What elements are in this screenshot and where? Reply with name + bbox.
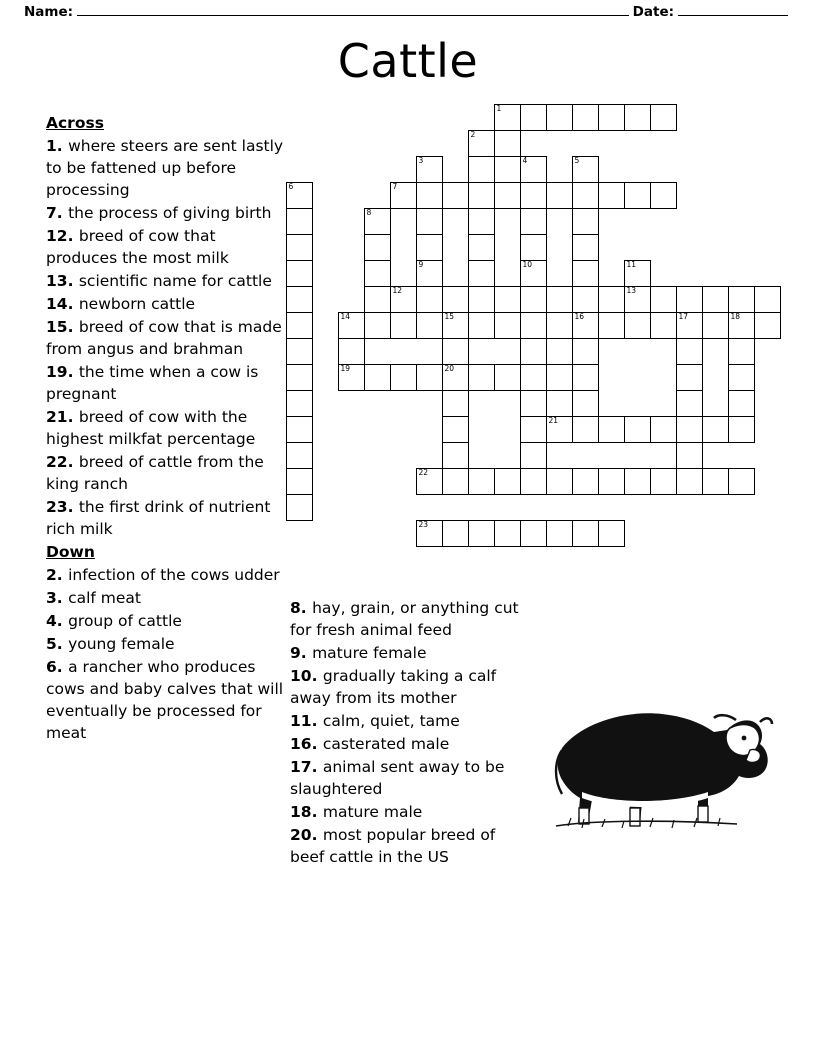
across-clue xyxy=(46,496,284,540)
clue-number: 4. xyxy=(46,612,69,630)
crossword-cell[interactable] xyxy=(286,442,313,469)
crossword-cell[interactable] xyxy=(754,312,781,339)
crossword-cell[interactable] xyxy=(468,286,495,313)
crossword-cell[interactable] xyxy=(442,182,469,209)
cell-number: 14 xyxy=(340,312,351,321)
crossword-cell[interactable] xyxy=(494,286,521,313)
name-write-line[interactable] xyxy=(77,15,629,16)
crossword-cell[interactable] xyxy=(572,312,599,339)
crossword-cell[interactable] xyxy=(702,312,729,339)
crossword-cell[interactable] xyxy=(468,520,495,547)
crossword-cell[interactable] xyxy=(546,364,573,391)
crossword-cell[interactable] xyxy=(390,286,417,313)
crossword-cell[interactable] xyxy=(442,442,469,469)
crossword-cell[interactable] xyxy=(728,416,755,443)
cell-number: 23 xyxy=(418,520,429,529)
crossword-cell[interactable] xyxy=(650,468,677,495)
crossword-cell[interactable] xyxy=(286,182,313,209)
crossword-cell[interactable] xyxy=(286,208,313,235)
crossword-cell[interactable] xyxy=(494,468,521,495)
cell-number: 17 xyxy=(678,312,689,321)
crossword-cell[interactable] xyxy=(624,182,651,209)
crossword-cell[interactable] xyxy=(286,260,313,287)
crossword-cell[interactable] xyxy=(598,182,625,209)
clue-number: 22. xyxy=(46,453,79,471)
cell-number: 6 xyxy=(288,182,294,191)
crossword-cell[interactable] xyxy=(650,416,677,443)
clue-text: most popular breed of beef cattle in the US xyxy=(290,826,496,866)
crossword-cell[interactable] xyxy=(572,286,599,313)
crossword-cell[interactable] xyxy=(520,208,547,235)
name-date-bar xyxy=(24,4,792,20)
crossword-cell[interactable] xyxy=(442,390,469,417)
crossword-cell[interactable] xyxy=(442,520,469,547)
cell-number: 1 xyxy=(496,104,502,113)
crossword-cell[interactable] xyxy=(442,312,469,339)
crossword-cell[interactable] xyxy=(442,416,469,443)
clue-text: breed of cow that produces the most milk xyxy=(46,227,229,267)
crossword-cell[interactable] xyxy=(468,234,495,261)
across-clue xyxy=(46,316,284,360)
crossword-cell[interactable] xyxy=(676,338,703,365)
crossword-cell[interactable] xyxy=(468,312,495,339)
across-clue xyxy=(46,406,284,450)
clue-text: calm, quiet, tame xyxy=(322,712,460,730)
crossword-cell[interactable] xyxy=(494,520,521,547)
crossword-cell[interactable] xyxy=(624,286,651,313)
crossword-cell[interactable] xyxy=(520,286,547,313)
clue-number: 15. xyxy=(46,318,79,336)
crossword-cell[interactable] xyxy=(676,468,703,495)
crossword-cell[interactable] xyxy=(520,312,547,339)
crossword-cell[interactable] xyxy=(520,442,547,469)
crossword-cell[interactable] xyxy=(650,286,677,313)
crossword-cell[interactable] xyxy=(468,260,495,287)
crossword-cell[interactable] xyxy=(572,416,599,443)
clue-number: 12. xyxy=(46,227,79,245)
crossword-cell[interactable] xyxy=(494,312,521,339)
crossword-cell[interactable] xyxy=(416,286,443,313)
clue-number: 10. xyxy=(290,667,323,685)
crossword-cell[interactable] xyxy=(676,364,703,391)
across-clue xyxy=(46,135,284,201)
down-clue xyxy=(290,756,522,800)
crossword-cell[interactable] xyxy=(468,468,495,495)
clue-number: 5. xyxy=(46,635,69,653)
clue-number: 1. xyxy=(46,137,69,155)
cell-number: 12 xyxy=(392,286,403,295)
crossword-cell[interactable] xyxy=(520,468,547,495)
crossword-cell[interactable] xyxy=(286,312,313,339)
crossword-cell[interactable] xyxy=(416,468,443,495)
crossword-cell[interactable] xyxy=(520,364,547,391)
crossword-cell[interactable] xyxy=(702,468,729,495)
clue-text: gradually taking a calf away from its mother xyxy=(290,667,497,707)
crossword-cell[interactable] xyxy=(624,260,651,287)
clue-text: infection of the cows udder xyxy=(68,566,280,584)
down-clue xyxy=(46,587,284,609)
down-clue xyxy=(46,633,284,655)
clue-text: casterated male xyxy=(322,735,450,753)
cell-number: 19 xyxy=(340,364,351,373)
clue-number: 11. xyxy=(290,712,323,730)
clue-text: the first drink of nutrient rich milk xyxy=(46,498,271,538)
crossword-cell[interactable] xyxy=(546,286,573,313)
crossword-cell[interactable] xyxy=(364,260,391,287)
down-clue xyxy=(46,610,284,632)
crossword-cell[interactable] xyxy=(520,416,547,443)
crossword-cell[interactable] xyxy=(676,390,703,417)
clue-text: group of cattle xyxy=(68,612,182,630)
cell-number: 8 xyxy=(366,208,372,217)
cell-number: 22 xyxy=(418,468,429,477)
down-clue xyxy=(290,733,522,755)
crossword-cell[interactable] xyxy=(442,338,469,365)
clue-text: young female xyxy=(68,635,175,653)
crossword-cell[interactable] xyxy=(468,208,495,235)
clue-number: 8. xyxy=(290,599,313,617)
cell-number: 18 xyxy=(730,312,741,321)
name-label: Name: xyxy=(24,4,74,20)
crossword-cell[interactable] xyxy=(468,156,495,183)
crossword-cell[interactable] xyxy=(494,182,521,209)
clue-text: scientific name for cattle xyxy=(78,272,272,290)
crossword-cell[interactable] xyxy=(364,208,391,235)
cell-number: 16 xyxy=(574,312,585,321)
clues-column-right xyxy=(290,597,522,869)
crossword-cell[interactable] xyxy=(598,416,625,443)
crossword-cell[interactable] xyxy=(728,364,755,391)
crossword-cell[interactable] xyxy=(286,494,313,521)
cell-number: 2 xyxy=(470,130,476,139)
crossword-cell[interactable] xyxy=(416,260,443,287)
crossword-cell[interactable] xyxy=(572,156,599,183)
crossword-cell[interactable] xyxy=(728,338,755,365)
across-clue xyxy=(46,225,284,269)
crossword-cell[interactable] xyxy=(676,312,703,339)
crossword-cell[interactable] xyxy=(520,338,547,365)
crossword-cell[interactable] xyxy=(598,286,625,313)
clue-text: animal sent away to be slaughtered xyxy=(290,758,505,798)
crossword-cell[interactable] xyxy=(598,520,625,547)
across-clue xyxy=(46,451,284,495)
crossword-cell[interactable] xyxy=(442,364,469,391)
across-heading: Across xyxy=(46,114,104,132)
crossword-cell[interactable] xyxy=(468,130,495,157)
crossword-cell[interactable] xyxy=(494,130,521,157)
crossword-cell[interactable] xyxy=(728,312,755,339)
crossword-cell[interactable] xyxy=(572,390,599,417)
crossword-cell[interactable] xyxy=(702,286,729,313)
crossword-cell[interactable] xyxy=(494,104,521,131)
crossword-cell[interactable] xyxy=(546,182,573,209)
crossword-cell[interactable] xyxy=(390,364,417,391)
crossword-cell[interactable] xyxy=(546,104,573,131)
crossword-cell[interactable] xyxy=(728,468,755,495)
clues-column-left xyxy=(46,112,284,745)
crossword-cell[interactable] xyxy=(520,390,547,417)
down-clue xyxy=(290,597,522,641)
across-clue xyxy=(46,361,284,405)
crossword-cell[interactable] xyxy=(572,338,599,365)
crossword-cell[interactable] xyxy=(390,182,417,209)
clue-text: a rancher who produces cows and baby calves that will eventually be processed for meat xyxy=(46,658,284,742)
crossword-cell[interactable] xyxy=(520,104,547,131)
crossword-cell[interactable] xyxy=(338,338,365,365)
clue-number: 17. xyxy=(290,758,323,776)
crossword-cell[interactable] xyxy=(286,364,313,391)
crossword-cell[interactable] xyxy=(624,104,651,131)
clue-number: 6. xyxy=(46,658,69,676)
cell-number: 10 xyxy=(522,260,533,269)
crossword-cell[interactable] xyxy=(338,364,365,391)
down-clue xyxy=(290,665,522,709)
down-clue-list-part1 xyxy=(46,564,284,744)
crossword-cell[interactable] xyxy=(520,520,547,547)
crossword-cell[interactable] xyxy=(650,104,677,131)
clue-text: breed of cattle from the king ranch xyxy=(46,453,264,493)
clue-number: 2. xyxy=(46,566,69,584)
crossword-cell[interactable] xyxy=(676,416,703,443)
crossword-cell[interactable] xyxy=(572,208,599,235)
date-label: Date: xyxy=(632,4,674,20)
clue-number: 13. xyxy=(46,272,79,290)
cell-number: 21 xyxy=(548,416,559,425)
across-clue-list xyxy=(46,135,284,540)
clue-text: hay, grain, or anything cut for fresh animal feed xyxy=(290,599,519,639)
down-clue xyxy=(290,642,522,664)
clue-number: 16. xyxy=(290,735,323,753)
crossword-cell[interactable] xyxy=(520,182,547,209)
clue-number: 19. xyxy=(46,363,79,381)
cell-number: 3 xyxy=(418,156,424,165)
down-clue xyxy=(46,656,284,744)
crossword-cell[interactable] xyxy=(676,442,703,469)
clue-number: 21. xyxy=(46,408,79,426)
crossword-cell[interactable] xyxy=(416,156,443,183)
down-clue-list-part2 xyxy=(290,597,522,868)
crossword-cell[interactable] xyxy=(572,468,599,495)
crossword-cell[interactable] xyxy=(572,364,599,391)
across-clue xyxy=(46,293,284,315)
crossword-cell[interactable] xyxy=(572,182,599,209)
cell-number: 11 xyxy=(626,260,637,269)
crossword-cell[interactable] xyxy=(286,468,313,495)
date-write-line[interactable] xyxy=(678,15,788,16)
crossword-cell[interactable] xyxy=(286,234,313,261)
crossword-cell[interactable] xyxy=(546,416,573,443)
clue-text: breed of cow that is made from angus and brahman xyxy=(46,318,282,358)
clue-text: breed of cow with the highest milkfat percentage xyxy=(46,408,256,448)
crossword-cell[interactable] xyxy=(598,312,625,339)
crossword-cell[interactable] xyxy=(572,260,599,287)
clue-text: mature male xyxy=(322,803,423,821)
crossword-cell[interactable] xyxy=(676,286,703,313)
crossword-cell[interactable] xyxy=(286,390,313,417)
cell-number: 5 xyxy=(574,156,580,165)
crossword-cell[interactable] xyxy=(650,312,677,339)
crossword-cell[interactable] xyxy=(520,234,547,261)
clue-number: 20. xyxy=(290,826,323,844)
clue-number: 23. xyxy=(46,498,79,516)
down-clue xyxy=(290,824,522,868)
crossword-cell[interactable] xyxy=(520,156,547,183)
clue-text: the time when a cow is pregnant xyxy=(46,363,259,403)
cell-number: 13 xyxy=(626,286,637,295)
crossword-cell[interactable] xyxy=(728,390,755,417)
page-title: Cattle xyxy=(337,34,479,88)
clue-number: 7. xyxy=(46,204,69,222)
crossword-cell[interactable] xyxy=(520,260,547,287)
clue-number: 3. xyxy=(46,589,69,607)
down-clue xyxy=(290,710,522,732)
crossword-cell[interactable] xyxy=(364,312,391,339)
cow-illustration xyxy=(522,670,777,870)
crossword-cell[interactable] xyxy=(442,286,469,313)
cell-number: 20 xyxy=(444,364,455,373)
crossword-cell[interactable] xyxy=(624,312,651,339)
crossword-cell[interactable] xyxy=(546,312,573,339)
clue-text: mature female xyxy=(312,644,427,662)
clue-number: 14. xyxy=(46,295,79,313)
crossword-cell[interactable] xyxy=(416,520,443,547)
crossword-cell[interactable] xyxy=(364,286,391,313)
crossword-cell[interactable] xyxy=(572,104,599,131)
crossword-cell[interactable] xyxy=(598,468,625,495)
crossword-cell[interactable] xyxy=(572,520,599,547)
crossword-cell[interactable] xyxy=(546,520,573,547)
down-heading: Down xyxy=(46,543,95,561)
cell-number: 4 xyxy=(522,156,528,165)
cell-number: 7 xyxy=(392,182,398,191)
clue-number: 18. xyxy=(290,803,323,821)
crossword-cell[interactable] xyxy=(754,286,781,313)
across-clue xyxy=(46,202,284,224)
down-clue xyxy=(290,801,522,823)
crossword-cell[interactable] xyxy=(416,312,443,339)
cell-number: 9 xyxy=(418,260,424,269)
clue-number: 9. xyxy=(290,644,313,662)
crossword-cell[interactable] xyxy=(572,234,599,261)
crossword-cell[interactable] xyxy=(468,182,495,209)
crossword-cell[interactable] xyxy=(728,286,755,313)
crossword-cell[interactable] xyxy=(650,182,677,209)
down-clue xyxy=(46,564,284,586)
crossword-cell[interactable] xyxy=(416,234,443,261)
clue-text: calf meat xyxy=(68,589,141,607)
crossword-cell[interactable] xyxy=(416,182,443,209)
crossword-cell[interactable] xyxy=(468,364,495,391)
crossword-cell[interactable] xyxy=(364,234,391,261)
clue-text: the process of giving birth xyxy=(68,204,272,222)
crossword-cell[interactable] xyxy=(702,416,729,443)
crossword-cell[interactable] xyxy=(338,312,365,339)
crossword-cell[interactable] xyxy=(416,208,443,235)
crossword-cell[interactable] xyxy=(598,104,625,131)
crossword-cell[interactable] xyxy=(416,364,443,391)
across-clue xyxy=(46,270,284,292)
crossword-cell[interactable] xyxy=(494,364,521,391)
clue-text: where steers are sent lastly to be fattened up before processing xyxy=(46,137,284,199)
crossword-cell[interactable] xyxy=(364,364,391,391)
crossword-cell[interactable] xyxy=(442,468,469,495)
crossword-cell[interactable] xyxy=(286,286,313,313)
crossword-cell[interactable] xyxy=(286,338,313,365)
clue-text: newborn cattle xyxy=(78,295,196,313)
crossword-cell[interactable] xyxy=(546,468,573,495)
crossword-cell[interactable] xyxy=(624,416,651,443)
crossword-cell[interactable] xyxy=(624,468,651,495)
crossword-cell[interactable] xyxy=(390,312,417,339)
crossword-cell[interactable] xyxy=(286,416,313,443)
cell-number: 15 xyxy=(444,312,455,321)
